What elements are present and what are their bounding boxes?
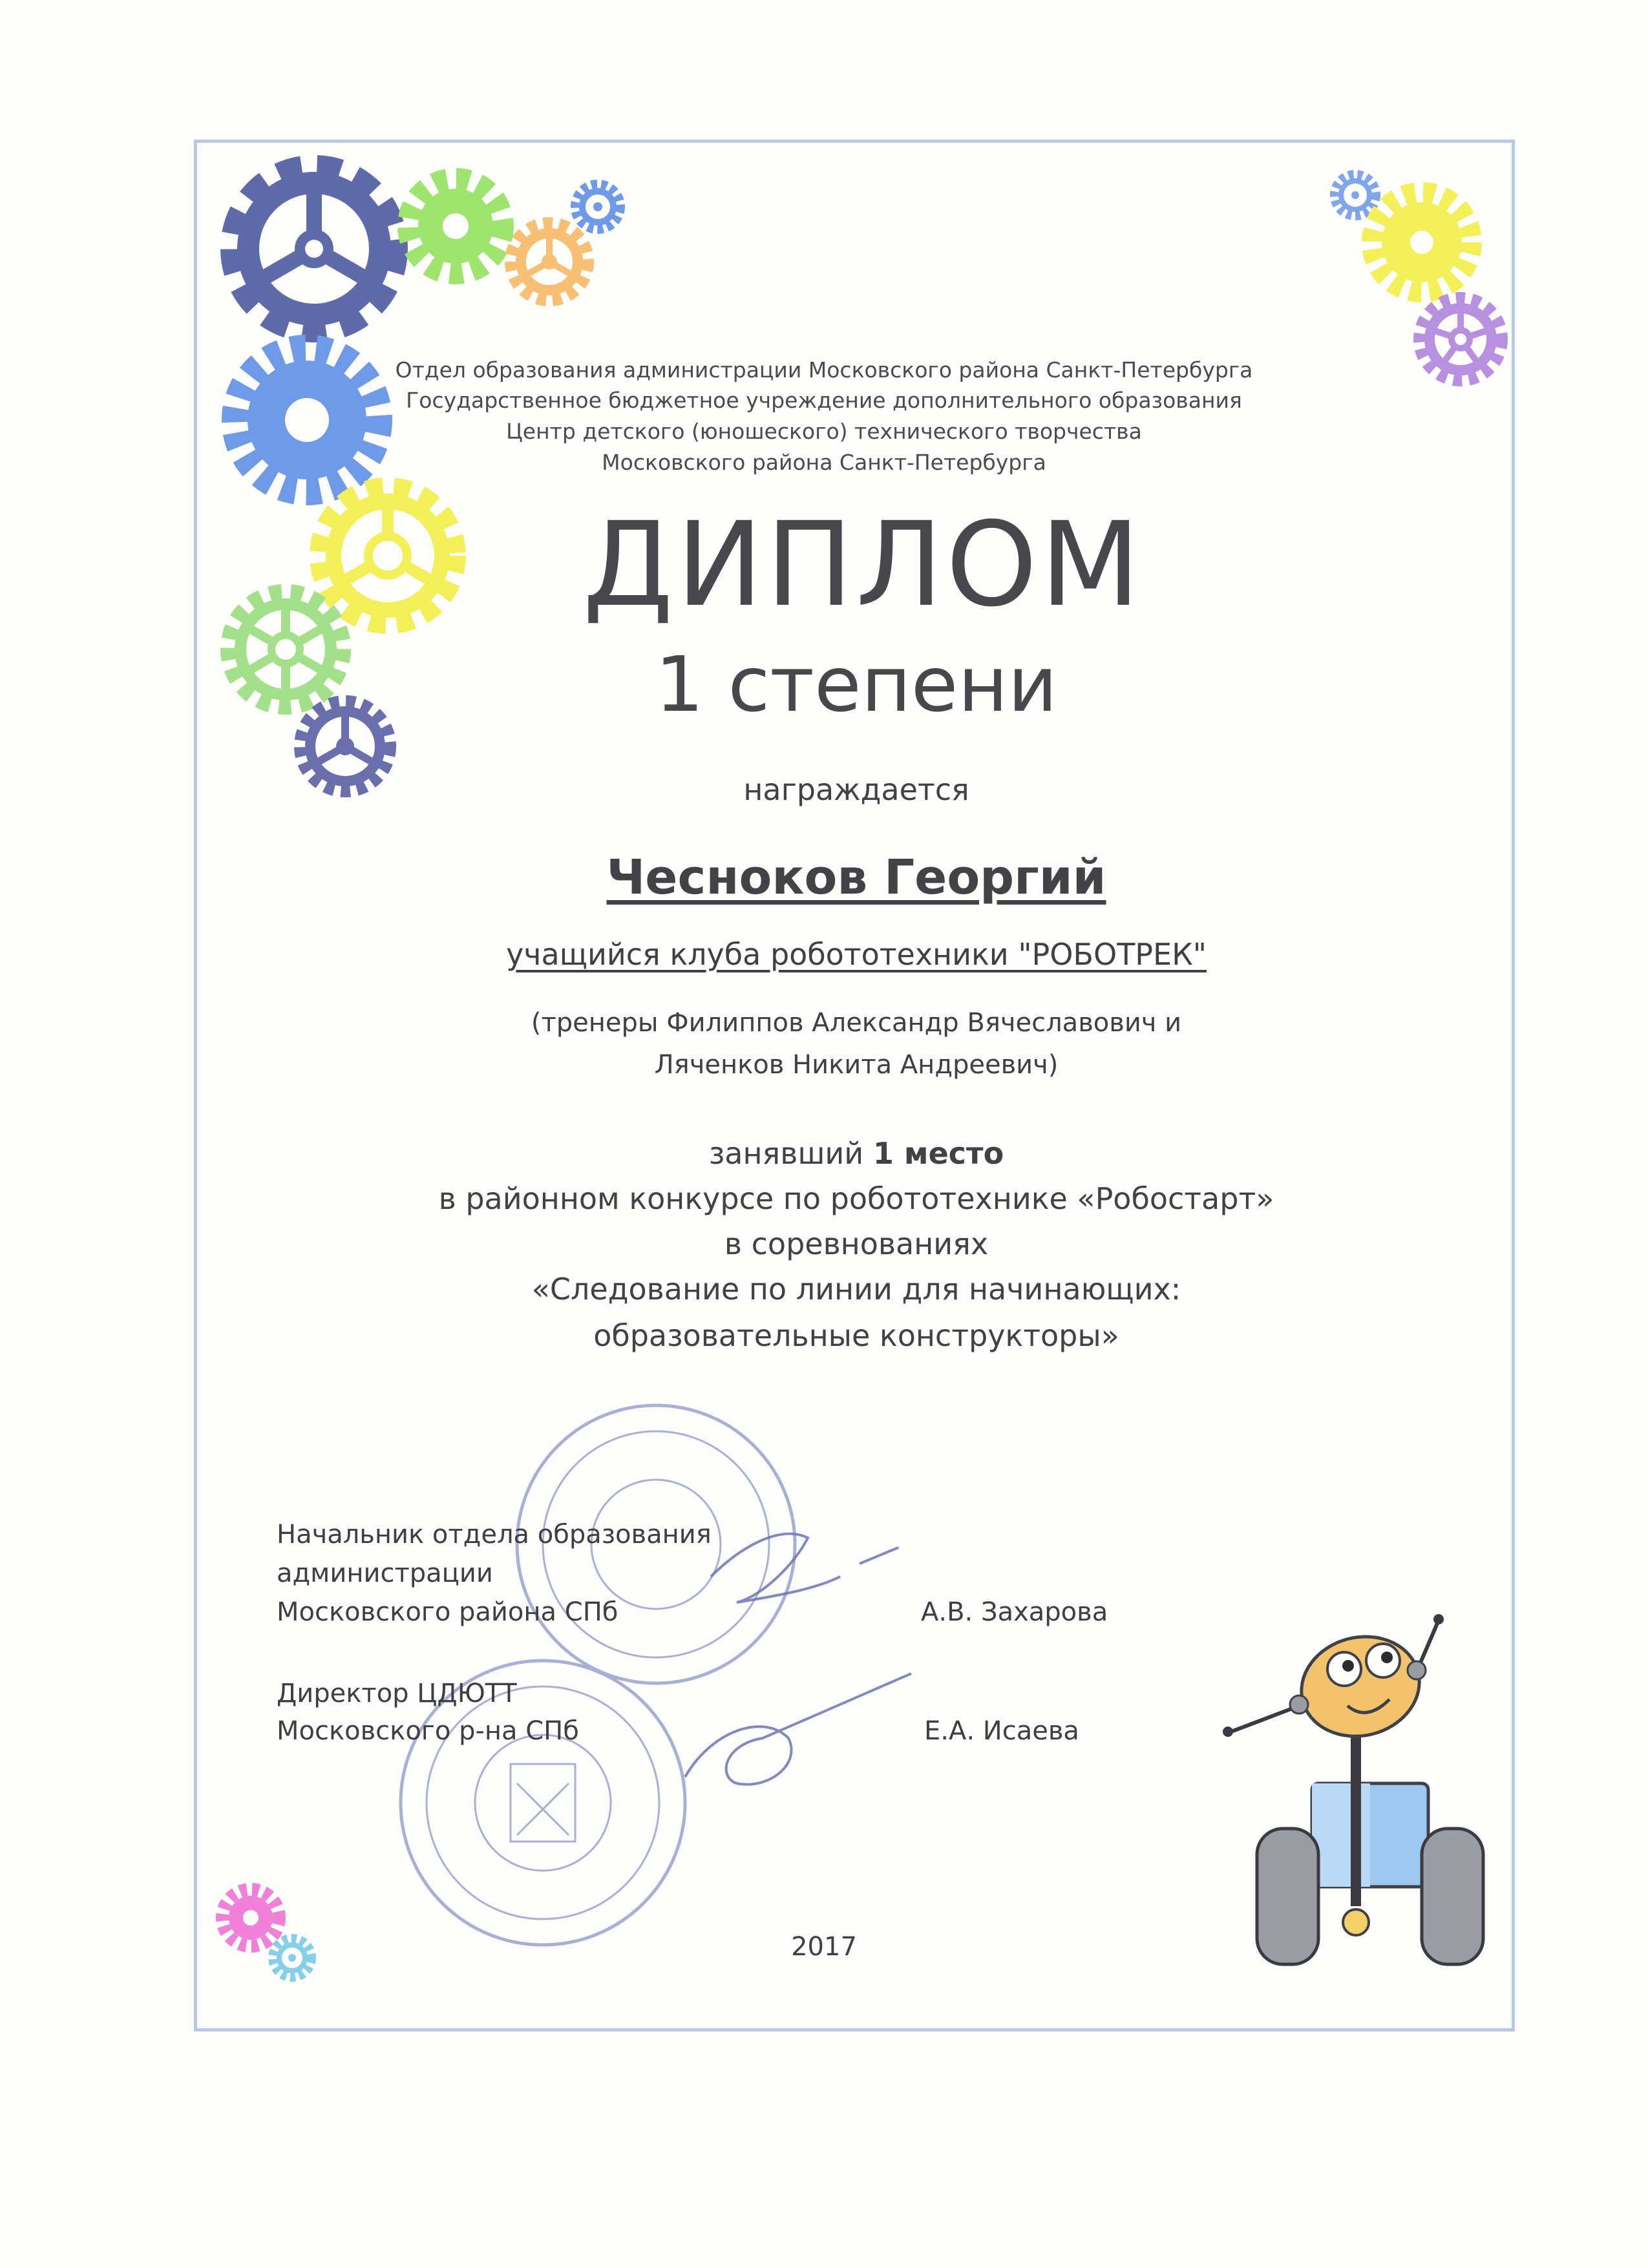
sig1-title-line-3: Московского района СПб: [277, 1597, 618, 1627]
header-line-4: Московского района Санкт-Петербурга: [602, 450, 1046, 475]
handwritten-signature: [685, 1534, 911, 1785]
sig2-title-line-1: Директор ЦДЮТТ: [277, 1679, 517, 1708]
sig2-name: Е.А. Исаева: [924, 1716, 1079, 1746]
result-line-2: в районном конкурсе по робототехнике «Робостарт»: [438, 1181, 1274, 1216]
sig2-title-line-2: Московского р-на СПб: [277, 1716, 579, 1746]
result-place: 1 место: [872, 1136, 1004, 1171]
diploma-title: ДИПЛОМ: [582, 498, 1143, 633]
gear-icon-orange: [512, 224, 587, 299]
gear-icon-green-top: [409, 180, 502, 273]
awarded-text: награждается: [743, 772, 969, 807]
sig1-name: А.В. Захарова: [921, 1597, 1108, 1627]
recipient-name: Чесноков Георгий: [606, 850, 1106, 905]
header-line-3: Центр детского (юношеского) технического творчества: [506, 419, 1142, 444]
result-prefix: занявший: [708, 1136, 873, 1171]
sig1-title-line-1: Начальник отдела образования: [277, 1520, 712, 1549]
diploma-degree: 1 степени: [655, 640, 1058, 729]
result-line-5: образовательные конструкторы»: [593, 1318, 1119, 1353]
result-line-3: в соревнованиях: [724, 1226, 989, 1261]
gear-icon-yellow-topright: [1373, 193, 1471, 291]
diploma-year: 2017: [791, 1932, 857, 1962]
club-line: учащийся клуба робототехники "РОБОТРЕК": [506, 937, 1207, 972]
header-line-1: Отдел образования администрации Московского района Санкт-Петербурга: [395, 357, 1253, 383]
result-line-4: «Следование по линии для начинающих:: [531, 1272, 1181, 1307]
sig1-title-line-2: администрации: [277, 1559, 493, 1588]
coaches-line-2: Ляченков Никита Андреевич): [654, 1050, 1059, 1080]
official-stamp: [401, 1405, 795, 1945]
robot-mascot: [1223, 1614, 1483, 1964]
gear-icon-dark-large: [238, 173, 390, 325]
gear-icon-blue-topright: [1335, 174, 1376, 216]
gear-icon-blue-small: [576, 185, 620, 229]
header-line-2: Государственное бюджетное учреждение дополнительного образования: [406, 388, 1242, 413]
result-line-1: [32, 1136, 1648, 1171]
coaches-line-1: (тренеры Филиппов Александр Вячеславович и: [531, 1008, 1182, 1038]
